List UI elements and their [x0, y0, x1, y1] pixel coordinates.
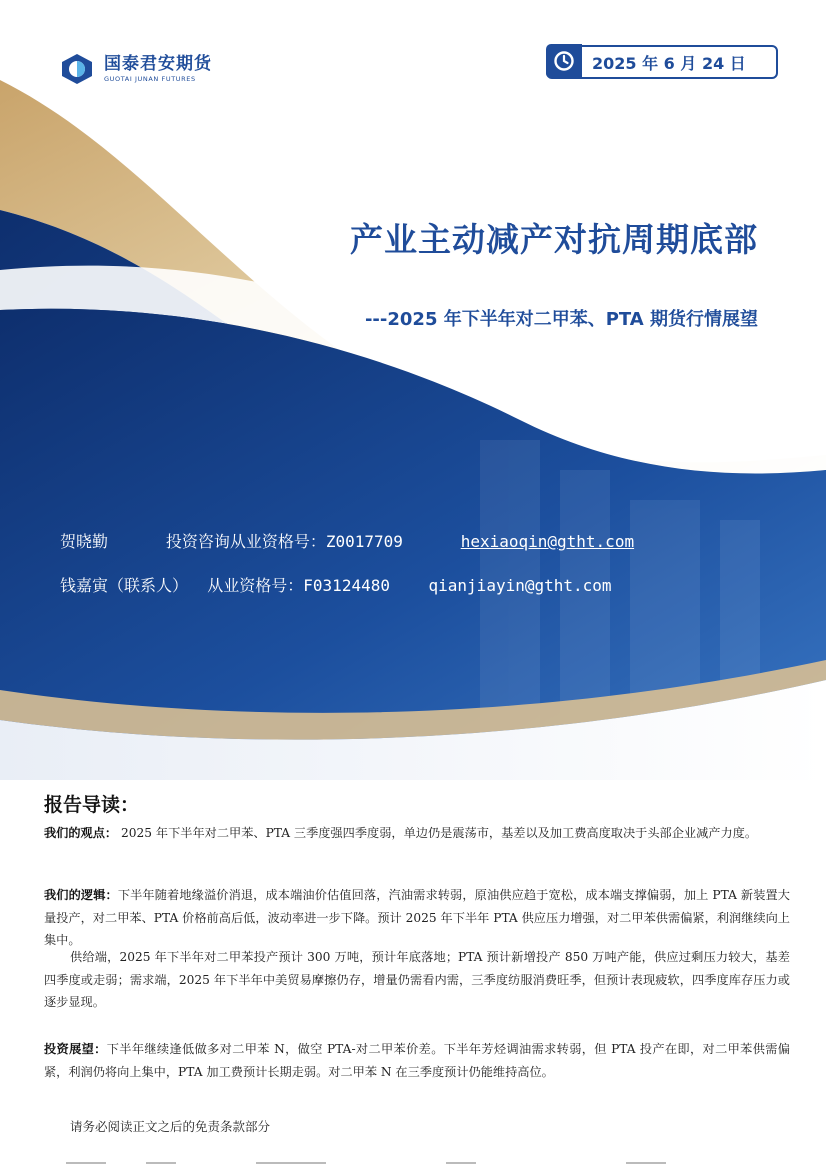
our-logic-paragraph — [44, 884, 790, 952]
author-name: 贺晓勤 — [60, 532, 109, 551]
clock-icon — [546, 44, 582, 78]
report-subtitle: ---2025 年下半年对二甲苯、PTA 期货行情展望 — [364, 309, 758, 330]
logo-name-cn: 国泰君安期货 — [104, 53, 212, 74]
logo-mark-icon — [58, 52, 96, 86]
author-email[interactable]: hexiaoqin@gtht.com — [460, 532, 635, 551]
investment-outlook-label: 投资展望： — [44, 1042, 107, 1056]
author-cert: 投资咨询从业资格号：Z0017709 — [165, 532, 403, 551]
report-title: 产业主动减产对抗周期底部 — [350, 220, 758, 259]
disclaimer-note: 请务必阅读正文之后的免责条款部分 — [70, 1119, 271, 1134]
our-view-label: 我们的观点： — [44, 826, 118, 840]
company-logo — [58, 52, 212, 86]
author-row-2 — [60, 573, 612, 596]
author-name: 钱嘉寅（联系人） — [60, 576, 189, 595]
our-logic-label: 我们的逻辑： — [44, 888, 118, 902]
report-date: 2025 年 6 月 24 日 — [592, 53, 746, 73]
our-view-text: 2025 年下半年对二甲苯、PTA 三季度强四季度弱，单边仍是震荡市，基差以及加工费高度取决于头部企业减产力度。 — [117, 826, 758, 840]
supply-demand-paragraph: 供给端，2025 年下半年对二甲苯投产预计 300 万吨，预计年底落地；PTA 预计新增投产 850 万吨产能，供应过剩压力较大，基差四季度或走弱；需求端，2025 年下半年中美贸易摩擦仍存，增量仍需看内需，三季度纺服消费旺季，但预计表现疲软，四季度库存压力或逐步显现。 — [44, 950, 790, 1009]
our-logic-text: 下半年随着地缘溢价消退，成本端油价估值回落，汽油需求转弱，原油供应趋于宽松，成本端支撑偏弱，加上 PTA 新装置大量投产，对二甲苯、PTA 价格前高后低，波动率进一步下降。预计 2025 年下半年 PTA 供应压力增强，对二甲苯供需偏紧，利润继续向上集中。 — [44, 888, 790, 947]
author-email: qianjiayin@gtht.com — [428, 576, 612, 595]
investment-outlook-paragraph — [44, 1038, 790, 1083]
logo-name-en: GUOTAI JUNAN FUTURES — [104, 74, 196, 83]
investment-outlook-text: 下半年继续逢低做多对二甲苯 N，做空 PTA-对二甲苯价差。下半年芳烃调油需求转弱，但 PTA 投产在即，对二甲苯供需偏紧，利润仍将向上集中，PTA 加工费预计长期走弱。对二甲苯 N 在三季度预计仍能维持高位。 — [44, 1042, 790, 1079]
author-row-1 — [60, 529, 634, 552]
report-date-box — [546, 45, 778, 79]
report-summary-heading: 报告导读： — [44, 794, 140, 816]
our-view-paragraph — [44, 822, 790, 845]
author-cert: 从业资格号：F03124480 — [207, 576, 390, 595]
footer-decoration — [66, 1160, 666, 1166]
